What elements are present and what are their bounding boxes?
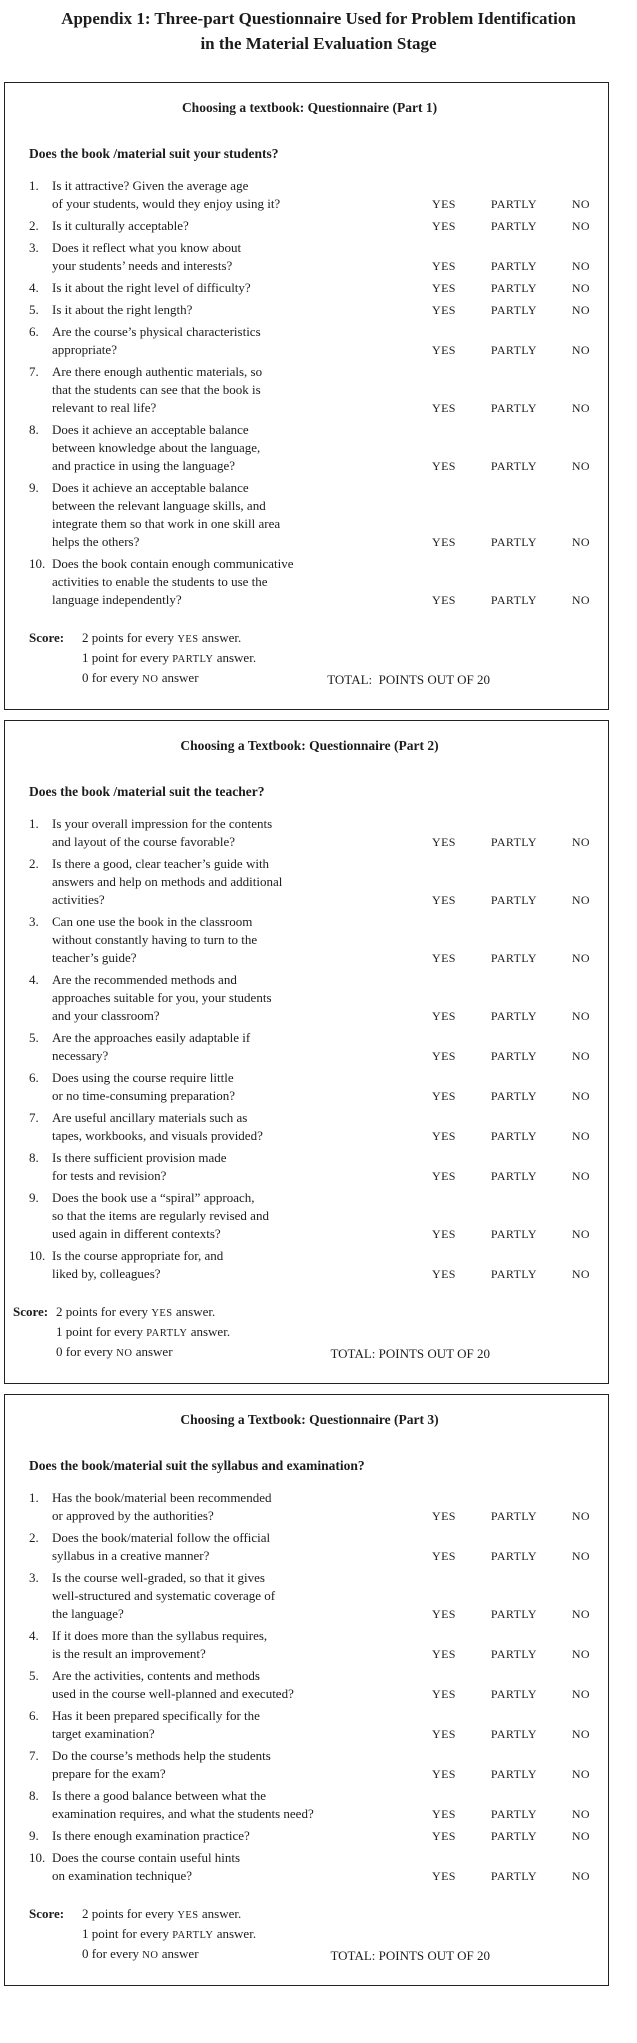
answer-yes: YES xyxy=(432,1227,456,1241)
question-number: 8. xyxy=(29,1150,39,1165)
answer-no: NO xyxy=(571,1869,590,1883)
answer-partly: PARTLY xyxy=(490,197,537,211)
answer-yes: YES xyxy=(432,1687,456,1701)
answer-no: NO xyxy=(571,1727,590,1741)
question-text: Does it achieve an acceptable balance between knowledge about the language, and practice in using the language? xyxy=(52,422,261,473)
question-text: Has it been prepared specifically for the target examination? xyxy=(52,1708,260,1741)
question-text: If it does more than the syllabus requires, is the result an improvement? xyxy=(52,1628,268,1661)
questionnaire-part-2 xyxy=(4,720,609,1384)
question-number: 6. xyxy=(29,1708,39,1723)
answer-partly: PARTLY xyxy=(490,1647,537,1661)
answer-partly: PARTLY xyxy=(490,1829,537,1843)
answer-yes: YES xyxy=(432,1549,456,1563)
answer-yes: YES xyxy=(432,303,456,317)
question-number: 9. xyxy=(29,1190,39,1205)
question-row xyxy=(29,239,590,275)
part-3-title: Choosing a Textbook: Questionnaire (Part 3) xyxy=(180,1412,439,1427)
question-row xyxy=(29,323,590,359)
question-number: 3. xyxy=(29,914,39,929)
question-text: Is there a good balance between what the examination requires, and what the students need? xyxy=(52,1788,314,1821)
answer-yes: YES xyxy=(432,259,456,273)
question-text: Is there enough examination practice? xyxy=(52,1828,250,1843)
answer-options xyxy=(432,1765,590,1783)
question-row xyxy=(29,1787,590,1823)
answer-no: NO xyxy=(571,1129,590,1143)
answer-yes: YES xyxy=(432,1767,456,1781)
score-label: Score: xyxy=(29,1906,65,1921)
answer-yes: YES xyxy=(432,1009,456,1023)
score-rules: 2 points for every YES answer. 1 point for every PARTLY answer. 0 for every NO answer xyxy=(82,1906,257,1961)
answer-no: NO xyxy=(571,303,590,317)
question-text: Does the book/material follow the official syllabus in a creative manner? xyxy=(52,1530,271,1563)
answer-no: NO xyxy=(571,401,590,415)
answer-no: NO xyxy=(571,219,590,233)
answer-partly: PARTLY xyxy=(490,1869,537,1883)
answer-no: NO xyxy=(571,1549,590,1563)
answer-options xyxy=(432,301,590,319)
answer-yes: YES xyxy=(432,401,456,415)
answer-partly: PARTLY xyxy=(490,1089,537,1103)
answer-options xyxy=(432,195,590,213)
part-2-score-section xyxy=(13,1303,590,1363)
part-2-question-list xyxy=(29,815,590,1283)
answer-partly: PARTLY xyxy=(490,1009,537,1023)
answer-partly: PARTLY xyxy=(490,219,537,233)
answer-partly: PARTLY xyxy=(490,1267,537,1281)
part-2-subtitle: Does the book /material suit the teacher? xyxy=(29,784,265,799)
answer-partly: PARTLY xyxy=(490,1727,537,1741)
answer-partly: PARTLY xyxy=(490,1227,537,1241)
question-row xyxy=(29,1489,590,1525)
answer-partly: PARTLY xyxy=(490,343,537,357)
question-number: 6. xyxy=(29,1070,39,1085)
question-number: 5. xyxy=(29,1030,39,1045)
answer-yes: YES xyxy=(432,593,456,607)
question-text: Does it achieve an acceptable balance between the relevant language skills, and integrate them so that work in one skill area helps the others? xyxy=(52,480,281,549)
question-row xyxy=(29,1247,590,1283)
answer-options xyxy=(432,1867,590,1885)
answer-yes: YES xyxy=(432,343,456,357)
answer-no: NO xyxy=(571,893,590,907)
answer-options xyxy=(432,1265,590,1283)
questionnaire-part-1 xyxy=(4,82,609,710)
answer-yes: YES xyxy=(432,1607,456,1621)
question-text: Is it about the right level of difficulty? xyxy=(52,280,251,295)
question-text: Is your overall impression for the contents and layout of the course favorable? xyxy=(52,816,273,849)
answer-no: NO xyxy=(571,1607,590,1621)
page-title-line1: Appendix 1: Three-part Questionnaire Used for Problem Identification xyxy=(61,9,576,28)
question-text: Do the course’s methods help the students prepare for the exam? xyxy=(52,1748,271,1781)
answer-no: NO xyxy=(571,835,590,849)
answer-options xyxy=(432,257,590,275)
part-1-question-list xyxy=(29,177,590,609)
question-row xyxy=(29,421,590,475)
total-label: TOTAL: POINTS OUT OF 20 xyxy=(330,1346,490,1361)
answer-yes: YES xyxy=(432,459,456,473)
answer-partly: PARTLY xyxy=(490,281,537,295)
answer-yes: YES xyxy=(432,281,456,295)
answer-partly: PARTLY xyxy=(490,459,537,473)
answer-no: NO xyxy=(571,1049,590,1063)
answer-partly: PARTLY xyxy=(490,593,537,607)
answer-options xyxy=(432,399,590,417)
question-number: 10. xyxy=(29,1850,46,1865)
score-label: Score: xyxy=(29,630,65,645)
answer-no: NO xyxy=(571,1509,590,1523)
question-number: 2. xyxy=(29,218,39,233)
question-text: Is it attractive? Given the average age of your students, would they enjoy using it? xyxy=(52,178,281,211)
question-number: 1. xyxy=(29,178,39,193)
question-text: Is there a good, clear teacher’s guide with answers and help on methods and additional activities? xyxy=(52,856,283,907)
question-number: 6. xyxy=(29,324,39,339)
question-number: 7. xyxy=(29,1110,39,1125)
question-number: 2. xyxy=(29,1530,39,1545)
question-row xyxy=(29,1707,590,1743)
answer-options xyxy=(432,1087,590,1105)
answer-no: NO xyxy=(571,343,590,357)
question-row xyxy=(29,1069,590,1105)
answer-partly: PARTLY xyxy=(490,1129,537,1143)
answer-partly: PARTLY xyxy=(490,303,537,317)
question-text: Does the book use a “spiral” approach, so that the items are regularly revised and used again in different contexts? xyxy=(52,1190,269,1241)
score-rules: 2 points for every YES answer. 1 point for every PARTLY answer. 0 for every NO answer xyxy=(82,630,257,685)
question-row xyxy=(29,1029,590,1065)
answer-partly: PARTLY xyxy=(490,1807,537,1821)
question-row xyxy=(29,1109,590,1145)
question-row xyxy=(29,1529,590,1565)
answer-yes: YES xyxy=(432,1647,456,1661)
question-text: Does the course contain useful hints on examination technique? xyxy=(52,1850,241,1883)
part-1-subtitle: Does the book /material suit your students? xyxy=(29,146,279,161)
question-number: 3. xyxy=(29,1570,39,1585)
score-rules: 2 points for every YES answer. 1 point for every PARTLY answer. 0 for every NO answer xyxy=(56,1304,231,1359)
question-row xyxy=(29,1569,590,1623)
answer-options xyxy=(432,1007,590,1025)
question-number: 5. xyxy=(29,302,39,317)
answer-yes: YES xyxy=(432,1267,456,1281)
answer-options xyxy=(432,1725,590,1743)
answer-yes: YES xyxy=(432,197,456,211)
question-text: Is the course well-graded, so that it gives well-structured and systematic coverage of the language? xyxy=(52,1570,276,1621)
question-text: Has the book/material been recommended or approved by the authorities? xyxy=(52,1490,272,1523)
answer-yes: YES xyxy=(432,1869,456,1883)
answer-yes: YES xyxy=(432,1509,456,1523)
question-text: Are the approaches easily adaptable if necessary? xyxy=(52,1030,251,1063)
answer-no: NO xyxy=(571,1169,590,1183)
answer-partly: PARTLY xyxy=(490,1767,537,1781)
question-text: Is it culturally acceptable? xyxy=(52,218,189,233)
score-label: Score: xyxy=(13,1304,49,1319)
question-text: Does the book contain enough communicative activities to enable the students to use the language independently? xyxy=(52,556,294,607)
answer-yes: YES xyxy=(432,1089,456,1103)
part-3-question-list xyxy=(29,1489,590,1885)
question-number: 10. xyxy=(29,556,46,571)
answer-options xyxy=(432,1047,590,1065)
answer-options xyxy=(432,833,590,851)
question-text: Are the course’s physical characteristics appropriate? xyxy=(52,324,261,357)
question-number: 4. xyxy=(29,280,39,295)
question-text: Are the activities, contents and methods used in the course well-planned and executed? xyxy=(52,1668,294,1701)
answer-yes: YES xyxy=(432,1829,456,1843)
answer-no: NO xyxy=(571,1687,590,1701)
answer-no: NO xyxy=(571,1807,590,1821)
answer-options xyxy=(432,1547,590,1565)
answer-options xyxy=(432,1827,590,1845)
answer-no: NO xyxy=(571,951,590,965)
answer-yes: YES xyxy=(432,1727,456,1741)
question-text: Are the recommended methods and approaches suitable for you, your students and your classroom? xyxy=(52,972,272,1023)
question-row xyxy=(29,301,590,319)
question-row xyxy=(29,217,590,235)
question-row xyxy=(29,279,590,297)
question-text: Is the course appropriate for, and liked by, colleagues? xyxy=(52,1248,224,1281)
questionnaire-part-3 xyxy=(4,1394,609,1986)
answer-no: NO xyxy=(571,535,590,549)
answer-options xyxy=(432,1507,590,1525)
answer-partly: PARTLY xyxy=(490,1607,537,1621)
question-number: 7. xyxy=(29,364,39,379)
answer-yes: YES xyxy=(432,1807,456,1821)
answer-options xyxy=(432,1127,590,1145)
answer-yes: YES xyxy=(432,1169,456,1183)
answer-partly: PARTLY xyxy=(490,893,537,907)
answer-no: NO xyxy=(571,1647,590,1661)
question-number: 8. xyxy=(29,422,39,437)
question-number: 3. xyxy=(29,240,39,255)
answer-options xyxy=(432,891,590,909)
answer-partly: PARTLY xyxy=(490,1049,537,1063)
question-number: 9. xyxy=(29,1828,39,1843)
answer-partly: PARTLY xyxy=(490,259,537,273)
answer-partly: PARTLY xyxy=(490,1549,537,1563)
answer-no: NO xyxy=(571,281,590,295)
question-row xyxy=(29,1747,590,1783)
answer-options xyxy=(432,1605,590,1623)
answer-no: NO xyxy=(571,1767,590,1781)
answer-no: NO xyxy=(571,593,590,607)
question-number: 5. xyxy=(29,1668,39,1683)
answer-options xyxy=(432,949,590,967)
answer-yes: YES xyxy=(432,893,456,907)
question-row xyxy=(29,177,590,213)
answer-options xyxy=(432,1167,590,1185)
answer-options xyxy=(432,217,590,235)
answer-no: NO xyxy=(571,1009,590,1023)
question-number: 4. xyxy=(29,972,39,987)
question-text: Does it reflect what you know about your students’ needs and interests? xyxy=(52,240,242,273)
question-number: 1. xyxy=(29,1490,39,1505)
question-number: 1. xyxy=(29,816,39,831)
answer-no: NO xyxy=(571,459,590,473)
question-text: Is there sufficient provision made for tests and revision? xyxy=(52,1150,227,1183)
question-text: Does using the course require little or no time-consuming preparation? xyxy=(52,1070,236,1103)
page-title xyxy=(10,6,627,56)
question-row xyxy=(29,1149,590,1185)
answer-no: NO xyxy=(571,1089,590,1103)
answer-options xyxy=(432,591,590,609)
part-1-score-section xyxy=(29,629,590,689)
answer-no: NO xyxy=(571,1227,590,1241)
answer-options xyxy=(432,1685,590,1703)
answer-yes: YES xyxy=(432,535,456,549)
answer-no: NO xyxy=(571,197,590,211)
question-row xyxy=(29,1827,590,1845)
part-3-score-section xyxy=(29,1905,590,1965)
question-number: 4. xyxy=(29,1628,39,1643)
total-label: TOTAL: POINTS OUT OF 20 xyxy=(327,672,490,687)
answer-partly: PARTLY xyxy=(490,1509,537,1523)
answer-options xyxy=(432,457,590,475)
question-number: 7. xyxy=(29,1748,39,1763)
answer-no: NO xyxy=(571,1829,590,1843)
question-number: 9. xyxy=(29,480,39,495)
answer-partly: PARTLY xyxy=(490,835,537,849)
question-row xyxy=(29,855,590,909)
answer-partly: PARTLY xyxy=(490,1687,537,1701)
question-row xyxy=(29,363,590,417)
answer-partly: PARTLY xyxy=(490,535,537,549)
answer-yes: YES xyxy=(432,1049,456,1063)
answer-no: NO xyxy=(571,259,590,273)
total-label: TOTAL: POINTS OUT OF 20 xyxy=(330,1948,490,1963)
answer-yes: YES xyxy=(432,835,456,849)
question-row xyxy=(29,479,590,551)
question-text: Is it about the right length? xyxy=(52,302,193,317)
answer-yes: YES xyxy=(432,951,456,965)
answer-partly: PARTLY xyxy=(490,951,537,965)
answer-partly: PARTLY xyxy=(490,1169,537,1183)
answer-options xyxy=(432,1225,590,1243)
question-number: 8. xyxy=(29,1788,39,1803)
answer-options xyxy=(432,341,590,359)
answer-no: NO xyxy=(571,1267,590,1281)
question-row xyxy=(29,1849,590,1885)
question-row xyxy=(29,1189,590,1243)
question-text: Are there enough authentic materials, so that the students can see that the book is relevant to real life? xyxy=(52,364,263,415)
question-row xyxy=(29,971,590,1025)
question-text: Are useful ancillary materials such as tapes, workbooks, and visuals provided? xyxy=(52,1110,263,1143)
answer-options xyxy=(432,1645,590,1663)
question-row xyxy=(29,815,590,851)
question-row xyxy=(29,1627,590,1663)
question-number: 2. xyxy=(29,856,39,871)
answer-options xyxy=(432,1805,590,1823)
question-text: Can one use the book in the classroom without constantly having to turn to the teacher’s guide? xyxy=(52,914,258,965)
answer-options xyxy=(432,279,590,297)
page-title-line2: in the Material Evaluation Stage xyxy=(200,34,437,53)
part-3-subtitle: Does the book/material suit the syllabus and examination? xyxy=(29,1458,365,1473)
answer-yes: YES xyxy=(432,219,456,233)
question-row xyxy=(29,555,590,609)
part-2-title: Choosing a Textbook: Questionnaire (Part 2) xyxy=(180,738,439,753)
answer-options xyxy=(432,533,590,551)
question-row xyxy=(29,1667,590,1703)
question-row xyxy=(29,913,590,967)
answer-partly: PARTLY xyxy=(490,401,537,415)
answer-yes: YES xyxy=(432,1129,456,1143)
question-number: 10. xyxy=(29,1248,46,1263)
part-1-title: Choosing a textbook: Questionnaire (Part 1) xyxy=(181,100,438,115)
